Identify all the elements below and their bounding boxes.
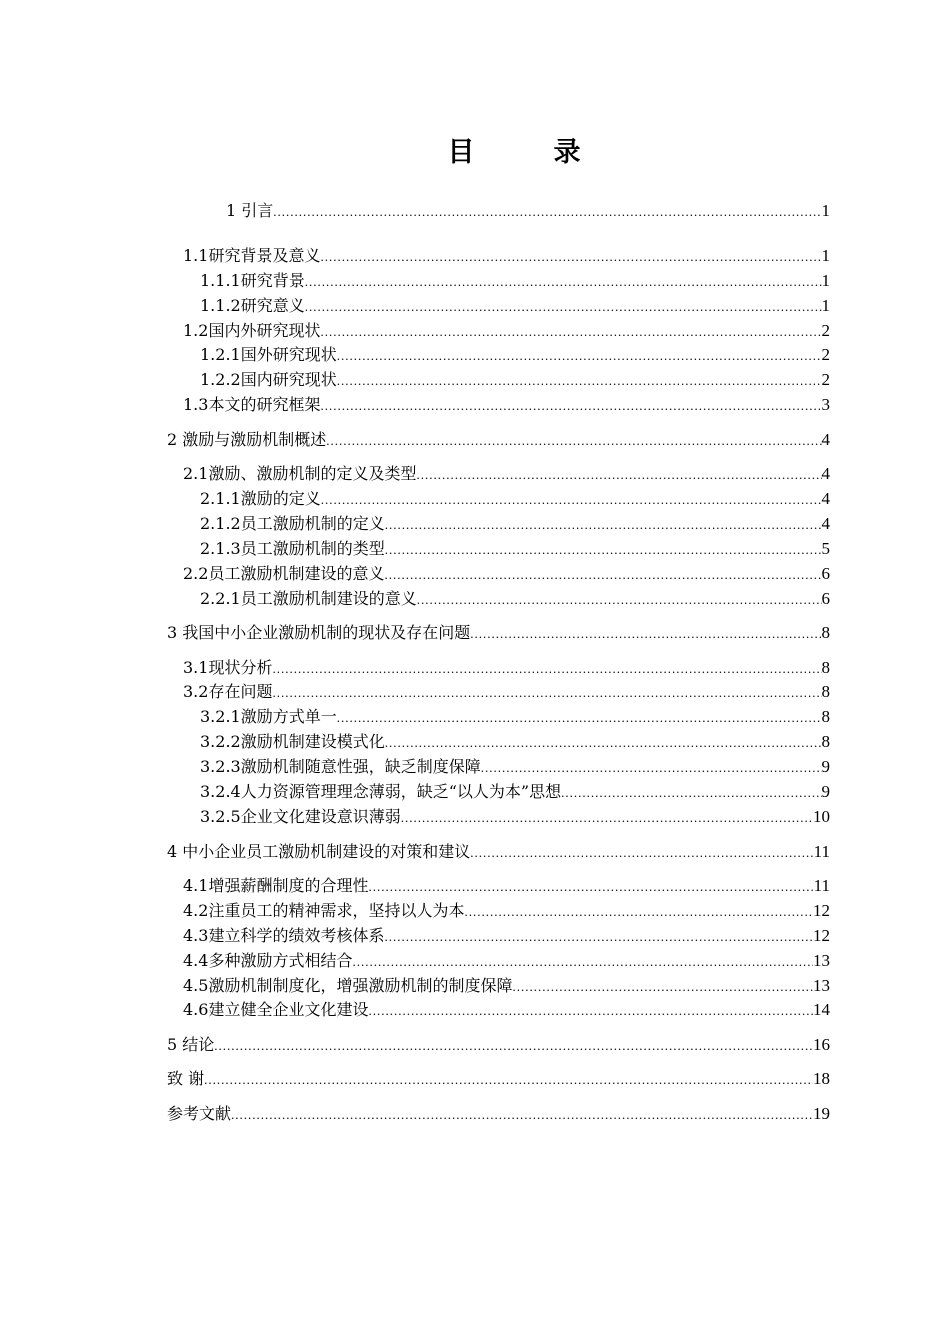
toc-dot-leader <box>337 346 822 366</box>
toc-entry-page: 8 <box>821 682 830 701</box>
toc-entry-page: 16 <box>813 1035 830 1054</box>
toc-entry-label: 2.1.3员工激励机制的类型 <box>200 539 385 558</box>
toc-entry[interactable] <box>200 296 830 317</box>
toc-entry-label: 3.2.1激励方式单一 <box>200 707 337 726</box>
toc-dot-leader <box>272 659 821 679</box>
toc-entry[interactable] <box>200 345 830 366</box>
toc-entry-label: 4.4多种激励方式相结合 <box>183 951 353 970</box>
toc-entry-page: 12 <box>813 926 830 945</box>
toc-entry[interactable] <box>183 1000 830 1021</box>
toc-dot-leader <box>384 565 821 585</box>
toc-entry-page: 2 <box>821 321 830 340</box>
toc-entry-page: 8 <box>821 707 830 726</box>
toc-entry[interactable] <box>167 1035 830 1056</box>
toc-entry-page: 2 <box>821 345 830 364</box>
toc-entry[interactable] <box>200 807 830 828</box>
toc-dot-leader <box>320 396 821 416</box>
toc-entry-page: 9 <box>821 757 830 776</box>
toc-entry-page: 10 <box>813 807 830 826</box>
toc-entry[interactable] <box>183 682 830 703</box>
toc-entry[interactable] <box>200 707 830 728</box>
toc-dot-leader <box>305 297 822 317</box>
toc-entry-page: 14 <box>813 1000 830 1019</box>
toc-entry[interactable] <box>183 926 830 947</box>
toc-dot-leader <box>321 490 822 510</box>
toc-entry-page: 2 <box>821 370 830 389</box>
toc-dot-leader <box>320 247 821 267</box>
toc-entry[interactable] <box>200 732 830 753</box>
toc-entry-page: 8 <box>821 623 830 642</box>
toc-entry-label: 1.1研究背景及意义 <box>183 246 321 265</box>
toc-dot-leader <box>326 431 821 451</box>
toc-dot-leader <box>417 590 822 610</box>
toc-dot-leader <box>385 540 822 560</box>
toc-entry-page: 3 <box>821 395 830 414</box>
toc-entry-label: 参考文献 <box>167 1104 232 1123</box>
toc-entry-page: 13 <box>813 976 830 995</box>
toc-entry-label: 4.6建立健全企业文化建设 <box>183 1000 369 1019</box>
toc-entry-label: 2.2.1员工激励机制建设的意义 <box>200 589 417 608</box>
toc-entry[interactable] <box>200 539 830 560</box>
toc-entry-label: 3 我国中小企业激励机制的现状及存在问题 <box>167 623 471 642</box>
toc-entry-label: 3.2.5企业文化建设意识薄弱 <box>200 807 401 826</box>
toc-entry-page: 4 <box>821 489 830 508</box>
toc-entry-label: 1.1.1研究背景 <box>200 271 305 290</box>
toc-entry-page: 1 <box>821 271 830 290</box>
toc-entry[interactable] <box>200 589 830 610</box>
toc-dot-leader <box>272 683 821 703</box>
toc-entry-page: 4 <box>821 514 830 533</box>
toc-dot-leader <box>470 843 813 863</box>
toc-entry-page: 19 <box>813 1104 830 1123</box>
toc-dot-leader <box>337 371 822 391</box>
toc-entry-page: 8 <box>821 732 830 751</box>
toc-dot-leader <box>305 272 822 292</box>
toc-entry-label: 3.2.4人力资源管理理念薄弱，缺乏“以人为本”思想 <box>200 782 562 801</box>
toc-entry-label: 3.2.2激励机制建设模式化 <box>200 732 385 751</box>
toc-entry-label: 2.2员工激励机制建设的意义 <box>183 564 385 583</box>
toc-dot-leader <box>385 515 822 535</box>
toc-entry-label: 4 中小企业员工激励机制建设的对策和建议 <box>167 842 471 861</box>
toc-dot-leader <box>401 808 813 828</box>
toc-entry[interactable] <box>200 271 830 292</box>
toc-dot-leader <box>416 465 821 485</box>
toc-entry-page: 6 <box>821 589 830 608</box>
toc-entry[interactable] <box>183 976 830 997</box>
toc-entry[interactable] <box>167 1104 830 1125</box>
toc-entry[interactable] <box>200 757 830 778</box>
toc-dot-leader <box>320 322 821 342</box>
toc-entry-label: 2 激励与激励机制概述 <box>167 430 327 449</box>
toc-entry[interactable] <box>183 951 830 972</box>
toc-entry-label: 4.1增强薪酬制度的合理性 <box>183 876 369 895</box>
toc-entry[interactable] <box>183 901 830 922</box>
toc-entry[interactable] <box>183 564 830 585</box>
toc-entry[interactable] <box>167 430 830 451</box>
toc-entry-page: 8 <box>821 658 830 677</box>
toc-entry-label: 1.2.2国内研究现状 <box>200 370 337 389</box>
toc-entry-label: 2.1激励、激励机制的定义及类型 <box>183 464 417 483</box>
toc-entry-label: 致 谢 <box>167 1069 205 1088</box>
toc-entry-label: 3.2存在问题 <box>183 682 273 701</box>
toc-entry-label: 4.5激励机制制度化，增强激励机制的制度保障 <box>183 976 513 995</box>
toc-entry-label: 3.2.3激励机制随意性强，缺乏制度保障 <box>200 757 481 776</box>
toc-entry-page: 9 <box>821 782 830 801</box>
toc-dot-leader <box>273 202 821 222</box>
toc-entry-label: 5 结论 <box>167 1035 215 1054</box>
toc-entry-page: 4 <box>821 464 830 483</box>
toc-dot-leader <box>337 708 822 728</box>
toc-entry-page: 1 <box>821 201 830 220</box>
toc-entry-label: 4.3建立科学的绩效考核体系 <box>183 926 385 945</box>
toc-entry[interactable] <box>167 623 830 644</box>
toc-entry[interactable] <box>167 1069 830 1090</box>
toc-entry-page: 18 <box>813 1069 830 1088</box>
toc-dot-leader <box>352 952 813 972</box>
toc-entry-label: 1.2国内外研究现状 <box>183 321 321 340</box>
toc-entry-page: 1 <box>821 296 830 315</box>
toc-entry-label: 1 引言 <box>226 201 274 220</box>
toc-dot-leader <box>368 877 813 897</box>
toc-entry-page: 12 <box>813 901 830 920</box>
toc-dot-leader <box>368 1001 813 1021</box>
toc-dot-leader <box>231 1105 813 1125</box>
toc-entry[interactable] <box>183 246 830 267</box>
toc-entry-page: 4 <box>821 430 830 449</box>
toc-entry[interactable] <box>183 395 830 416</box>
toc-entry[interactable] <box>200 370 830 391</box>
toc-entry-label: 2.1.1激励的定义 <box>200 489 321 508</box>
toc-entry[interactable] <box>200 514 830 535</box>
toc-dot-leader <box>512 977 813 997</box>
toc-entry-label: 4.2注重员工的精神需求，坚持以人为本 <box>183 901 465 920</box>
page-title: 目 录 <box>447 137 607 168</box>
toc-entry-label: 1.2.1国外研究现状 <box>200 345 337 364</box>
toc-entry[interactable] <box>183 464 830 485</box>
toc-entry[interactable] <box>226 201 830 222</box>
toc-entry[interactable] <box>167 842 830 863</box>
toc-entry-page: 11 <box>813 876 830 895</box>
toc-entry-page: 5 <box>821 539 830 558</box>
toc-entry-page: 1 <box>821 246 830 265</box>
toc-dot-leader <box>481 758 822 778</box>
toc-entry[interactable] <box>183 876 830 897</box>
toc-dot-leader <box>464 902 813 922</box>
toc-entry[interactable] <box>183 321 830 342</box>
toc-entry-label: 1.1.2研究意义 <box>200 296 305 315</box>
toc-entry-label: 3.1现状分析 <box>183 658 273 677</box>
toc-entry-page: 11 <box>813 842 830 861</box>
toc-dot-leader <box>385 733 822 753</box>
toc-dot-leader <box>384 927 813 947</box>
toc-entry-page: 13 <box>813 951 830 970</box>
toc-entry[interactable] <box>200 782 830 803</box>
toc-dot-leader <box>204 1070 813 1090</box>
toc-entry-label: 1.3本文的研究框架 <box>183 395 321 414</box>
toc-dot-leader <box>214 1036 813 1056</box>
toc-entry[interactable] <box>183 658 830 679</box>
toc-entry-label: 2.1.2员工激励机制的定义 <box>200 514 385 533</box>
toc-dot-leader <box>561 783 821 803</box>
toc-dot-leader <box>470 624 821 644</box>
toc-entry[interactable] <box>200 489 830 510</box>
toc-entry-page: 6 <box>821 564 830 583</box>
